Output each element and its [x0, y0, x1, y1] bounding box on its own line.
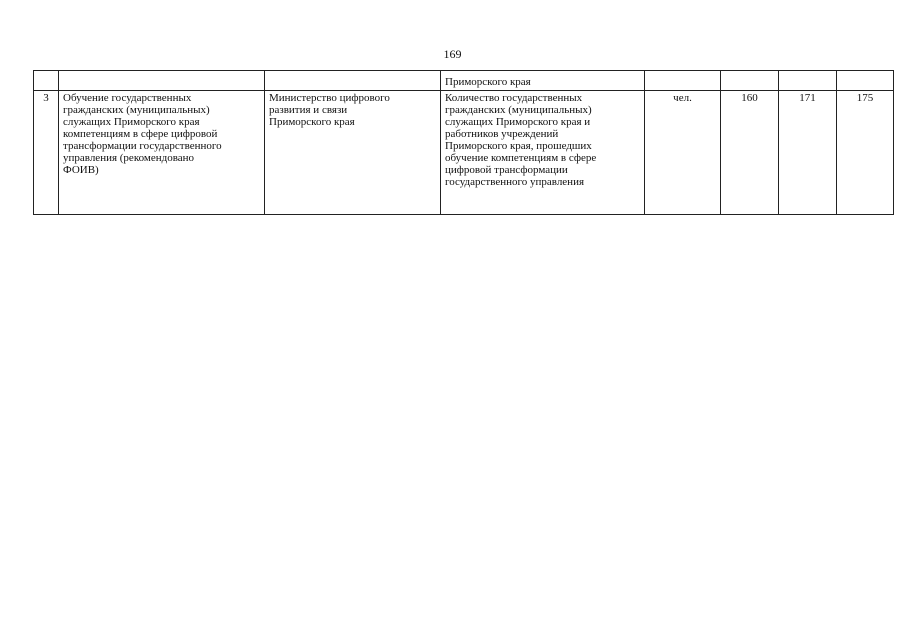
cell-value-3 [837, 71, 894, 91]
indicator-text: Количество государственных гражданских (муниципальных) служащих Приморского края и работников учреждений Приморского края, прошедших обучение компетенциям в сфере цифровой трансформации государственного управления [445, 92, 597, 188]
cell-activity [59, 71, 265, 91]
row-number: 3 [34, 91, 59, 215]
cell-value-2 [779, 71, 837, 91]
table-row [34, 91, 894, 215]
unit-cell: чел. [645, 91, 721, 215]
measures-table [33, 70, 894, 215]
activity-text: Обучение государственных гражданских (муниципальных) служащих Приморского края компетенциям в сфере цифровой трансформации государственного управления (рекомендовано ФОИВ) [63, 92, 222, 176]
page-number: 169 [443, 47, 462, 61]
continuation-row [34, 71, 894, 91]
cell-unit [645, 71, 721, 91]
cell-value-1 [721, 71, 779, 91]
activity-cell [59, 91, 265, 215]
cell-num [34, 71, 59, 91]
value-1-cell: 160 [721, 91, 779, 215]
value-2-cell: 171 [779, 91, 837, 215]
cell-indicator: Приморского края [441, 71, 645, 91]
cell-responsible [265, 71, 441, 91]
value-3-cell: 175 [837, 91, 894, 215]
indicator-cell [441, 91, 645, 215]
responsible-cell [265, 91, 441, 215]
responsible-text: Министерство цифрового развития и связи Приморского края [269, 92, 390, 128]
